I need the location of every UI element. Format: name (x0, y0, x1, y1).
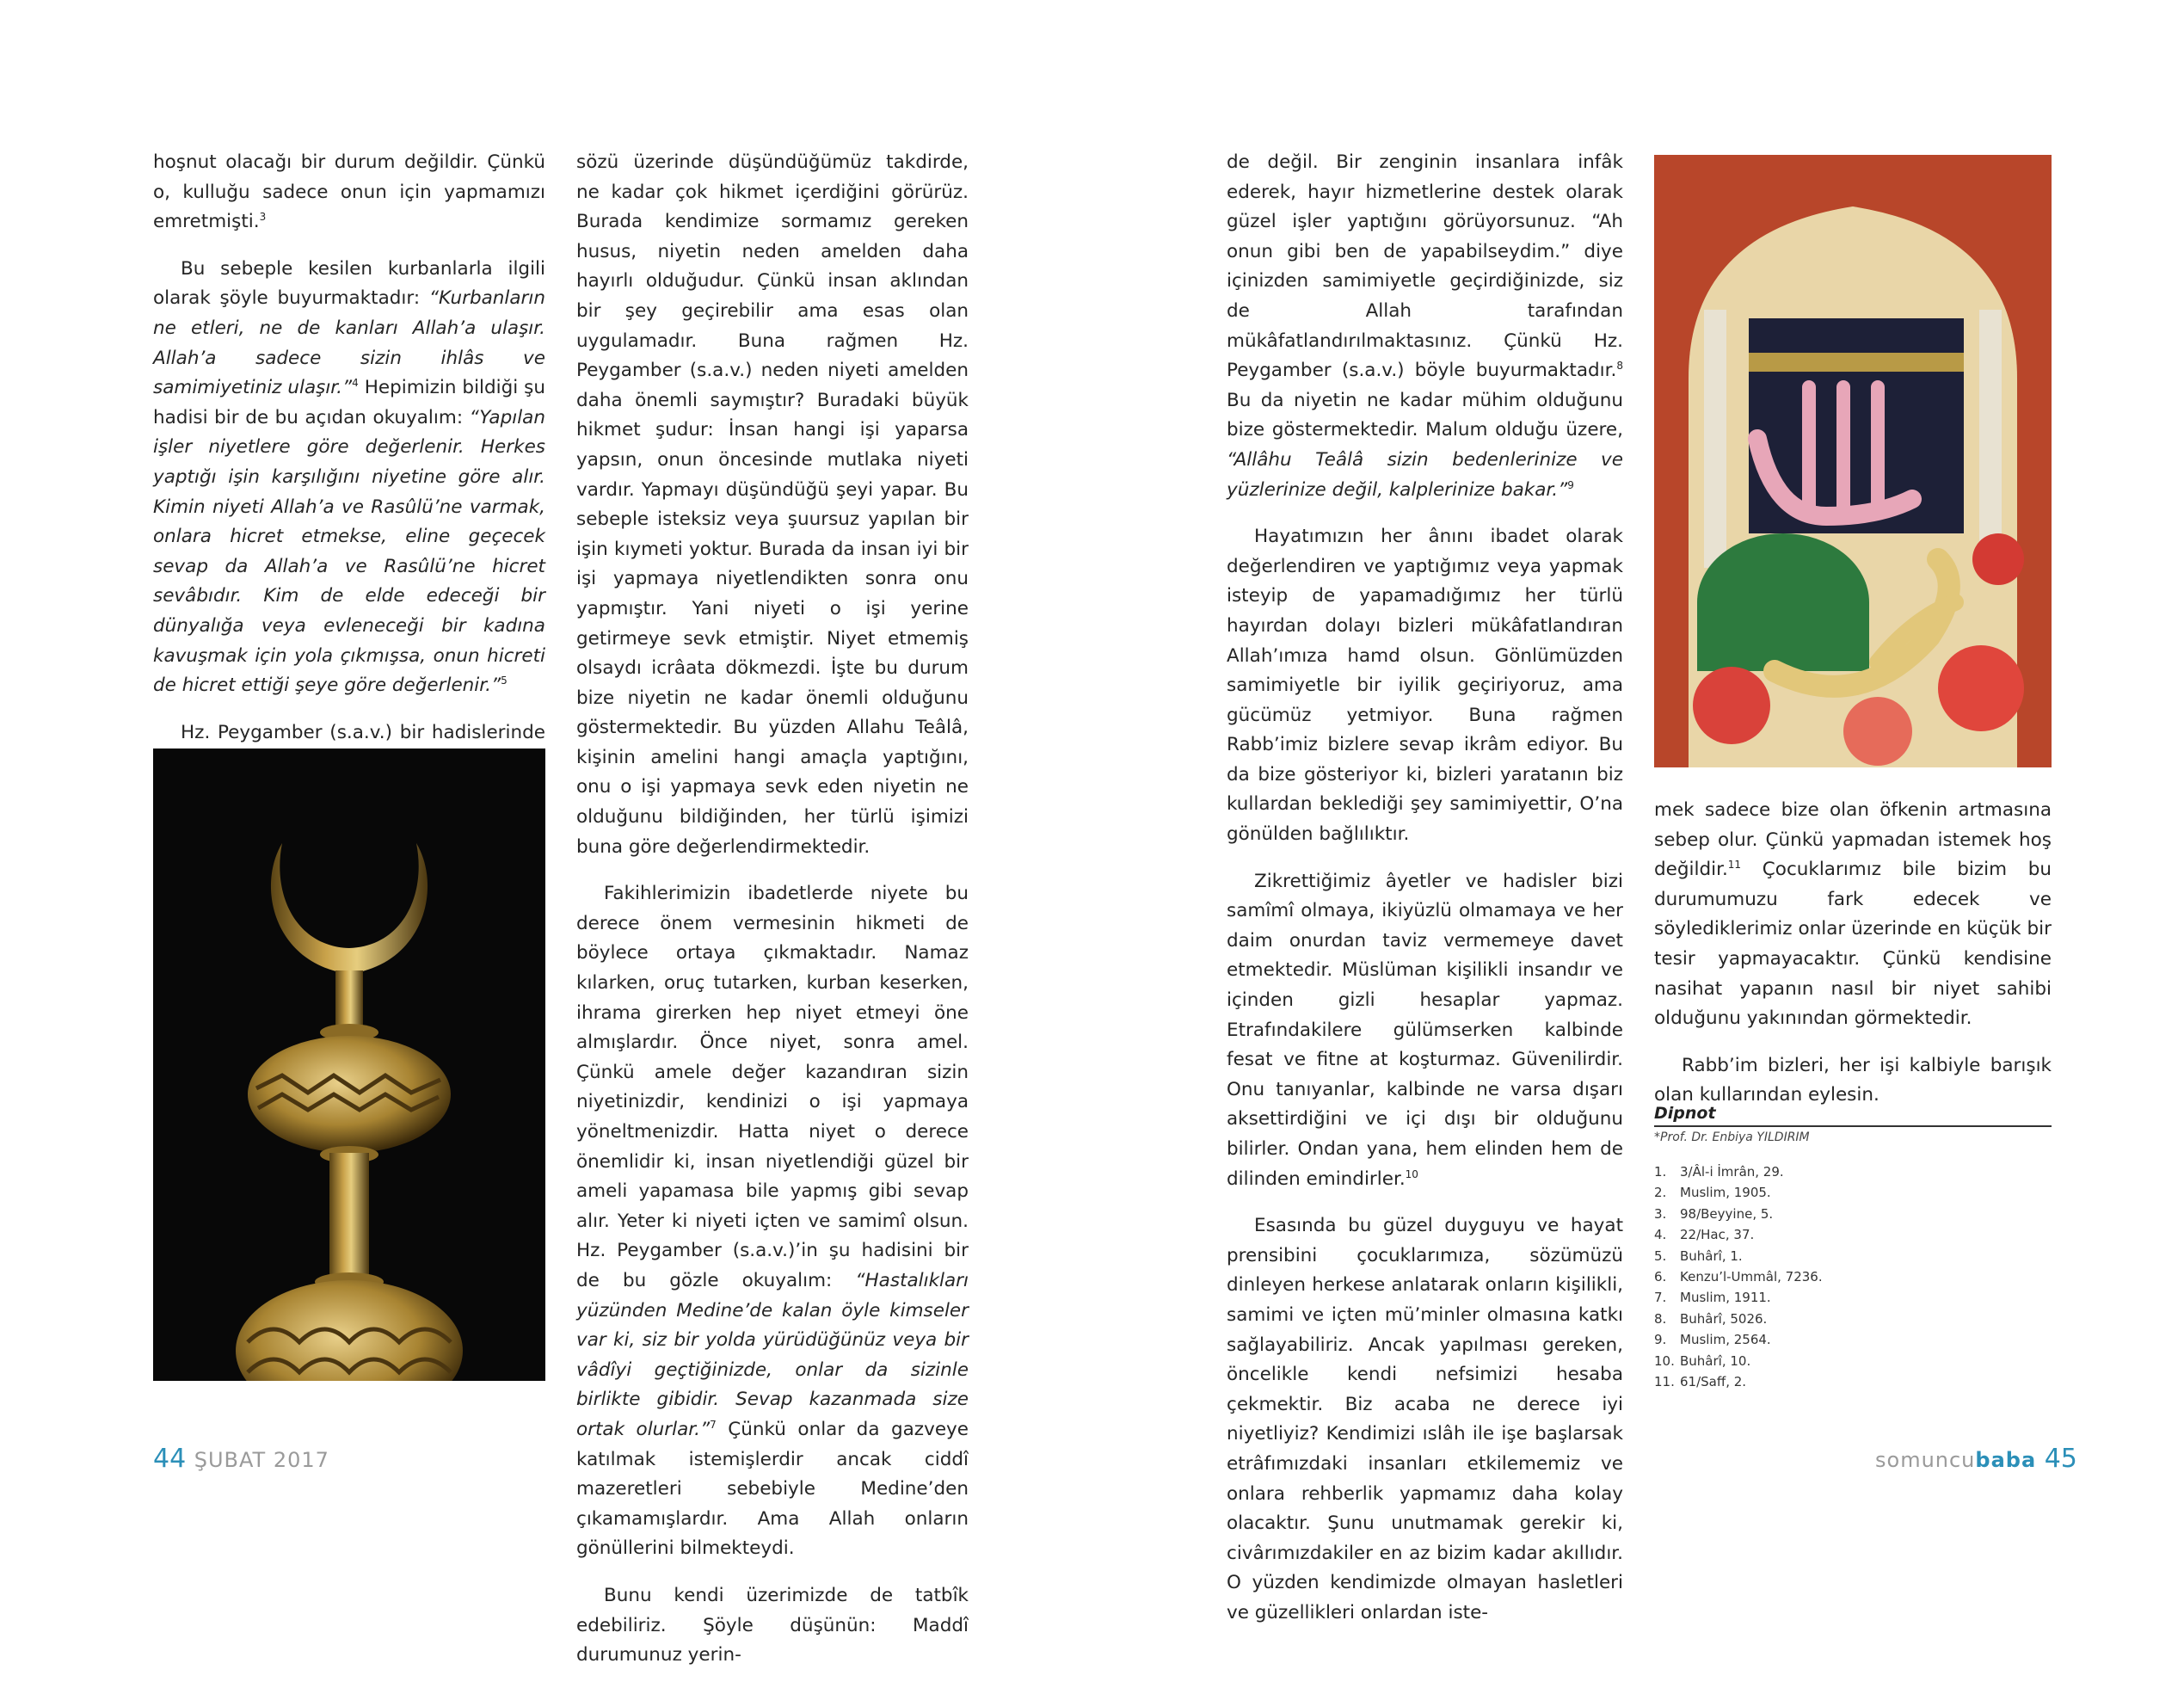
footnote-item: 5. Buhârî, 1. (1654, 1248, 1743, 1264)
paragraph: Hz. Peygamber (s.a.v.) bir hadislerinde (181, 721, 545, 743)
footnotes-title: Dipnot (1654, 1104, 2052, 1127)
paragraph: sözü üzerinde düşündüğümüz takdirde, ne kadar çok hikmet içerdiğini görürüz. Burada kendimize sormamız gereken husus, niyetin neden amelden daha hayırlı olduğudur. Çünkü insan aklından bir şey geçirebilir ama esas olan uygulamadır. Buna rağmen Hz. Peygamber (s.a.v.) neden niyeti amelden daha önemli saymıştır? Buradaki büyük hikmet şudur: İnsan hangi işi yaparsa yapsın, onun öncesinde mutlaka niyeti vardır. Yapmayı düşündüğü şeyi yapar. Bu sebeple isteksiz veya şuursuz yapılan bir işin kıymeti yoktur. Burada da insan iyi bir işi yapmaya niyetlendikten sonra onu yapmıştır. Yani niyeti o işi yerine getirmeye sevk etmiştir. Niyet etmemiş olsaydı icrâata dökmezdi. İşte bu durum bize niyetin ne kadar önemli olduğunu göstermektedir. Bu yüzden Allahu Teâlâ, kişinin amelini hangi amaçla yaptığını, onu o işi yapmaya sevk eden niyetin ne olduğunu bildiğinden, her türlü işimizi buna göre değerlendirmektedir. (576, 151, 969, 858)
alem-finial-photo (153, 749, 545, 1381)
paragraph: de değil. Bir zenginin insanlara infâk ederek, hayır hizmetlerine destek olarak güzel işler yaptığını görüyorsunuz. “Ah onun gibi ben de yapabilseydim.” diye içinizden samimiyetle geçirdiğinizde, siz de Allah tarafından mükâfatlandırılmaktasınız. Çünkü Hz. Peygamber (s.a.v.) böyle buyurmaktadır.$^8$ Bu da niyetin ne kadar mühim olduğunu bize göstermektedir. Malum olduğu üzere, “Allâhu Teâlâ sizin bedenlerinize ve yüzlerinize değil, kalplerinize bakar.”$^9$ (1227, 151, 1623, 501)
footnote-item: 6. Kenzu’l-Ummâl, 7236. (1654, 1269, 1823, 1285)
footnote-item: 11. 61/Saff, 2. (1654, 1374, 1747, 1390)
footnote-item: 8. Buhârî, 5026. (1654, 1310, 1768, 1327)
paragraph: Zikrettiğimiz âyetler ve hadisler bizi samîmî olmaya, ikiyüzlü olmamaya ve her daim onurdan taviz vermemeye davet etmektedir. Müslüman kişilikli insandır ve içinden gizli hesaplar yapmaz. Etrafındakilere gülümserken kalbinde fesat ve fitne at koşturmaz. Güvenilirdir. Onu tanıyanlar, kalbinde ne varsa dışarı aksettirdiğini ve içi dışı bir olduğunu bilirler. Ondan yana, hem elinden hem de dilinden emindirler.$^{10}$ (1227, 870, 1623, 1190)
magazine-brand: somuncubaba (1875, 1448, 2037, 1472)
paragraph: Bu sebeple kesilen kurbanlarla ilgili olarak şöyle buyurmaktadır: “Kurbanların ne etleri, ne de kanları Allah’a ulaşır. Allah’a sadece sizin ihlâs ve samimiyetiniz ulaşır.”$^4$ Hepimizin bildiği şu hadisi bir de bu açıdan okuyalım: “Yapılan işler niyetlere göre değerlenir. Herkes yaptığı işin karşılığını niyetine göre alır. Kimin niyeti Allah’a ve Rasûlü’ne varmak, onlara hicret etmekse, eline geçecek sevap da Allah’a ve Rasûlü’ne hicret sevâbıdır. Kim de elde edeceği bir dünyalığa veya evleneceği bir kadına kavuşmak için yola çıkmışsa, onun hicreti de hicret ettiği şeye göre değerlenir.”$^5$ (153, 257, 546, 697)
paragraph: hoşnut olacağı bir durum değildir. Çünkü o, kulluğu sadece onun için yapmamızı emretmişti.$^3$ (153, 151, 545, 233)
footnote-item: 3. 98/Beyyine, 5. (1654, 1205, 1774, 1222)
footnote-item: 2. Muslim, 1905. (1654, 1185, 1771, 1201)
page-folio-right (1875, 1444, 2077, 1474)
footnote-item: 4. 22/Hac, 37. (1654, 1227, 1755, 1243)
text-column-3 (1227, 148, 1623, 1646)
footnote-item: 10. Buhârî, 10. (1654, 1352, 1751, 1369)
text-column-4 (1654, 796, 2052, 1128)
paragraph: Rabb’im bizleri, her işi kalbiyle barışık olan kullarından eylesin. (1654, 1054, 2052, 1106)
text-column-2 (576, 148, 969, 1688)
paragraph: Hayatımızın her ânını ibadet olarak değerlendiren ve yaptığımız veya yapmak isteyip de yapamadığımız her türlü hayırdan dolayı bizleri mükâfatlandıran Allah’ımıza hamd olsun. Gönlümüzden samimiyetle bir iyilik geçiriyoruz, ama gücümüz yetmiyor. Buna rağmen Rabb’imiz bizlere sevap ikrâm ediyor. Bu da bize gösteriyor ki, bizleri yaratanın biz kullardan beklediği şey samimiyettir, O’na gönülden bağlılıktır. (1227, 526, 1623, 846)
page-folio-left (153, 1444, 329, 1474)
calligraphy-painting (1654, 155, 2052, 767)
author-credit: *Prof. Dr. Enbiya YILDIRIM (1654, 1130, 1810, 1144)
issue-date: ŞUBAT 2017 (194, 1448, 329, 1472)
paragraph: Bunu kendi üzerimizde de tatbîk edebiliriz. Şöyle düşünün: Maddî durumunuz yerin- (576, 1584, 969, 1666)
page-number: 45 (2044, 1444, 2077, 1474)
footnotes (1654, 1104, 2052, 1392)
paragraph: Esasında bu güzel duyguyu ve hayat prensibini çocuklarımıza, sözümüzü dinleyen herkese anlatarak onların kişilikli, samimi ve içten mü’minler olmasına katkı sağlayabiliriz. Ancak yapılması gereken, öncelikle kendi nefsimizi hesaba çekmektir. Biz acaba ne derece iyi niyetliyiz? Kendimizi ıslâh ile işe başlarsak etrâfımızdaki insanları etkilememiz ve onlara rehberlik yapmamız daha kolay olacaktır. Şunu unutmamak gerekir ki, civârımızdakiler en az bizim kadar akıllıdır. O yüzden kendimizde olmayan hasletleri ve güzellikleri onlardan iste- (1227, 1215, 1623, 1623)
page-number: 44 (153, 1444, 187, 1474)
footnote-item: 7. Muslim, 1911. (1654, 1290, 1771, 1306)
footnote-list (1654, 1161, 2052, 1392)
footnote-item: 1. 3/Âl-i İmrân, 29. (1654, 1164, 1784, 1180)
paragraph: Fakihlerimizin ibadetlerde niyete bu derece önem vermesinin hikmeti de böylece ortaya çıkmaktadır. Namaz kılarken, oruç tutarken, kurban keserken, ihrama girerken hep niyet etmeyi öne almışlardır. Önce niyet, sonra amel. Çünkü amele değer kazandıran sizin niyetinizdir, kendinizi o işi yapmaya yöneltmenizdir. Hatta niyet o derece önemlidir ki, insan niyetlendiği güzel bir ameli yapamasa bile yapmış gibi sevap alır. Yeter ki niyeti içten ve samimî olsun. Hz. Peygamber (s.a.v.)’in şu hadisini bir de bu gözle okuyalım: “Hastalıkları yüzünden Medine’de kalan öyle kimseler var ki, siz bir yolda yürüdüğünüz veya bir vâdîyi geçtiğinizde, onlar da sizinle birlikte gibidir. Sevap kazanmada size ortak olurlar.”$^7$ Çünkü onlar da gazveye katılmak istemişlerdir ancak ciddî mazeretleri sebebiyle Medine’den çıkamamışlardır. Ama Allah onların gönüllerini bilmekteydi. (576, 883, 969, 1560)
paragraph: mek sadece bize olan öfkenin artmasına sebep olur. Çünkü yapmadan istemek hoş değildir.$^{11}$ Çocuklarımız bile bizim bu durumumuzu fark edecek ve söylediklerimiz onlar üzerinde en küçük bir tesir yapmayacaktır. Çünkü kendisine nasihat yapanın nasıl bir niyet sahibi olduğunu yakınından görmektedir. (1654, 799, 2052, 1030)
footnote-item: 9. Muslim, 2564. (1654, 1332, 1771, 1348)
